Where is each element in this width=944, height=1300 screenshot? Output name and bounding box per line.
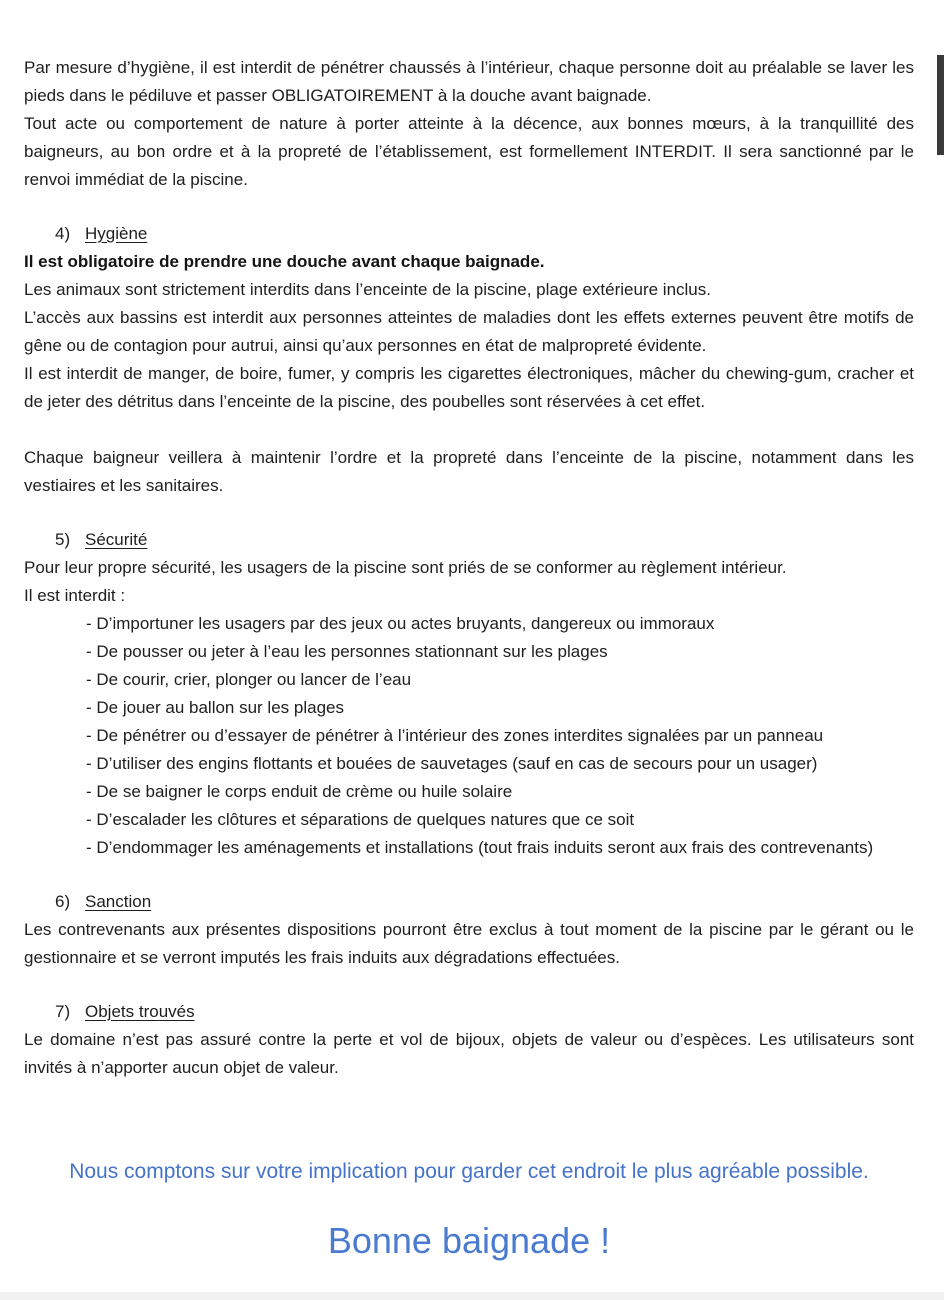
section-heading (55, 526, 914, 554)
section-hygiene (24, 220, 914, 500)
document-content (24, 54, 914, 1265)
closing-note: Nous comptons sur votre implication pour garder cet endroit le plus agréable possible. (69, 1160, 869, 1183)
list-item-text: D’endommager les aménagements et installations (tout frais induits seront aux frais des contrevenants) (96, 838, 874, 857)
section-objets-trouves (24, 998, 914, 1082)
bullet-dash: - (86, 698, 97, 717)
list-item (86, 806, 914, 834)
section-lead-bold: Il est obligatoire de prendre une douche avant chaque baignade. (24, 252, 545, 271)
list-item-text: D’importuner les usagers par des jeux ou actes bruyants, dangereux ou immoraux (96, 614, 715, 633)
intro-paragraph: Tout acte ou comportement de nature à porter atteinte à la décence, aux bonnes mœurs, à la tranquillité des baigneurs, au bon ordre et à la propreté de l’établissement, est formellement INTERDIT. Il sera sanctionné par le renvoi immédiat de la piscine. (24, 114, 914, 189)
list-item-text: De pousser ou jeter à l’eau les personnes stationnant sur les plages (96, 642, 608, 661)
bullet-dash: - (86, 726, 97, 745)
section-title: Hygiène (85, 224, 148, 243)
section-heading (55, 998, 914, 1026)
list-item-text: De jouer au ballon sur les plages (96, 698, 344, 717)
list-item-text: De pénétrer ou d’essayer de pénétrer à l’intérieur des zones interdites signalées par un panneau (96, 726, 824, 745)
bullet-dash: - (86, 614, 97, 633)
list-item (86, 750, 914, 778)
section-paragraph: Il est interdit de manger, de boire, fumer, y compris les cigarettes électroniques, mâcher du chewing-gum, cracher et de jeter des détritus dans l’enceinte de la piscine, des poubelles sont réservées à cet effet. (24, 364, 914, 411)
list-item (86, 722, 914, 750)
section-number: 6) (55, 892, 71, 911)
section-paragraph: Il est interdit : (24, 586, 126, 605)
section-paragraph: L’accès aux bassins est interdit aux personnes atteintes de maladies dont les effets externes peuvent être motifs de gêne ou de contagion pour autrui, ainsi qu’aux personnes en état de malpropreté évidente. (24, 308, 914, 355)
list-item (86, 638, 914, 666)
section-paragraph: Pour leur propre sécurité, les usagers de la piscine sont priés de se conformer au règlement intérieur. (24, 558, 787, 577)
list-item (86, 610, 914, 638)
section-paragraph: Les animaux sont strictement interdits dans l’enceinte de la piscine, plage extérieure inclus. (24, 280, 711, 299)
rules-list (24, 610, 914, 862)
page-bottom-strip (0, 1292, 944, 1300)
section-sanction (24, 888, 914, 972)
list-item-text: De courir, crier, plonger ou lancer de l’eau (96, 670, 412, 689)
list-item (86, 694, 914, 722)
section-paragraph: Le domaine n’est pas assuré contre la perte et vol de bijoux, objets de valeur ou d’espèces. Les utilisateurs sont invités à n’apporter aucun objet de valeur. (24, 1030, 914, 1077)
section-securite (24, 526, 914, 862)
section-title: Sanction (85, 892, 152, 911)
list-item (86, 778, 914, 806)
section-number: 5) (55, 530, 71, 549)
section-number: 7) (55, 1002, 71, 1021)
intro-paragraph: Par mesure d’hygiène, il est interdit de pénétrer chaussés à l’intérieur, chaque personne doit au préalable se laver les pieds dans le pédiluve et passer OBLIGATOIREMENT à la douche avant baignade. (24, 58, 914, 105)
closing-block (24, 1157, 914, 1265)
section-standalone-paragraph: Chaque baigneur veillera à maintenir l’ordre et la propreté dans l’enceinte de la piscine, notamment dans les vestiaires et les sanitaires. (24, 448, 914, 495)
list-item-text: D’utiliser des engins flottants et bouées de sauvetages (sauf en cas de secours pour un usager) (96, 754, 818, 773)
bullet-dash: - (86, 838, 97, 857)
bullet-dash: - (86, 810, 97, 829)
section-title: Sécurité (85, 530, 148, 549)
list-item-text: D’escalader les clôtures et séparations de quelques natures que ce soit (96, 810, 635, 829)
section-paragraph: Les contrevenants aux présentes dispositions pourront être exclus à tout moment de la piscine par le gérant ou le gestionnaire et se verront imputés les frais induits aux dégradations effectuées. (24, 920, 914, 967)
section-heading (55, 888, 914, 916)
scrollbar-thumb[interactable] (937, 55, 944, 155)
bullet-dash: - (86, 670, 97, 689)
closing-title: Bonne baignade ! (327, 1220, 611, 1261)
list-item-text: De se baigner le corps enduit de crème ou huile solaire (96, 782, 513, 801)
document-body (24, 54, 914, 1082)
list-item (86, 666, 914, 694)
section-title: Objets trouvés (85, 1002, 195, 1021)
bullet-dash: - (86, 782, 97, 801)
bullet-dash: - (86, 754, 97, 773)
section-number: 4) (55, 224, 71, 243)
list-item (86, 834, 914, 862)
section-heading (55, 220, 914, 248)
bullet-dash: - (86, 642, 97, 661)
